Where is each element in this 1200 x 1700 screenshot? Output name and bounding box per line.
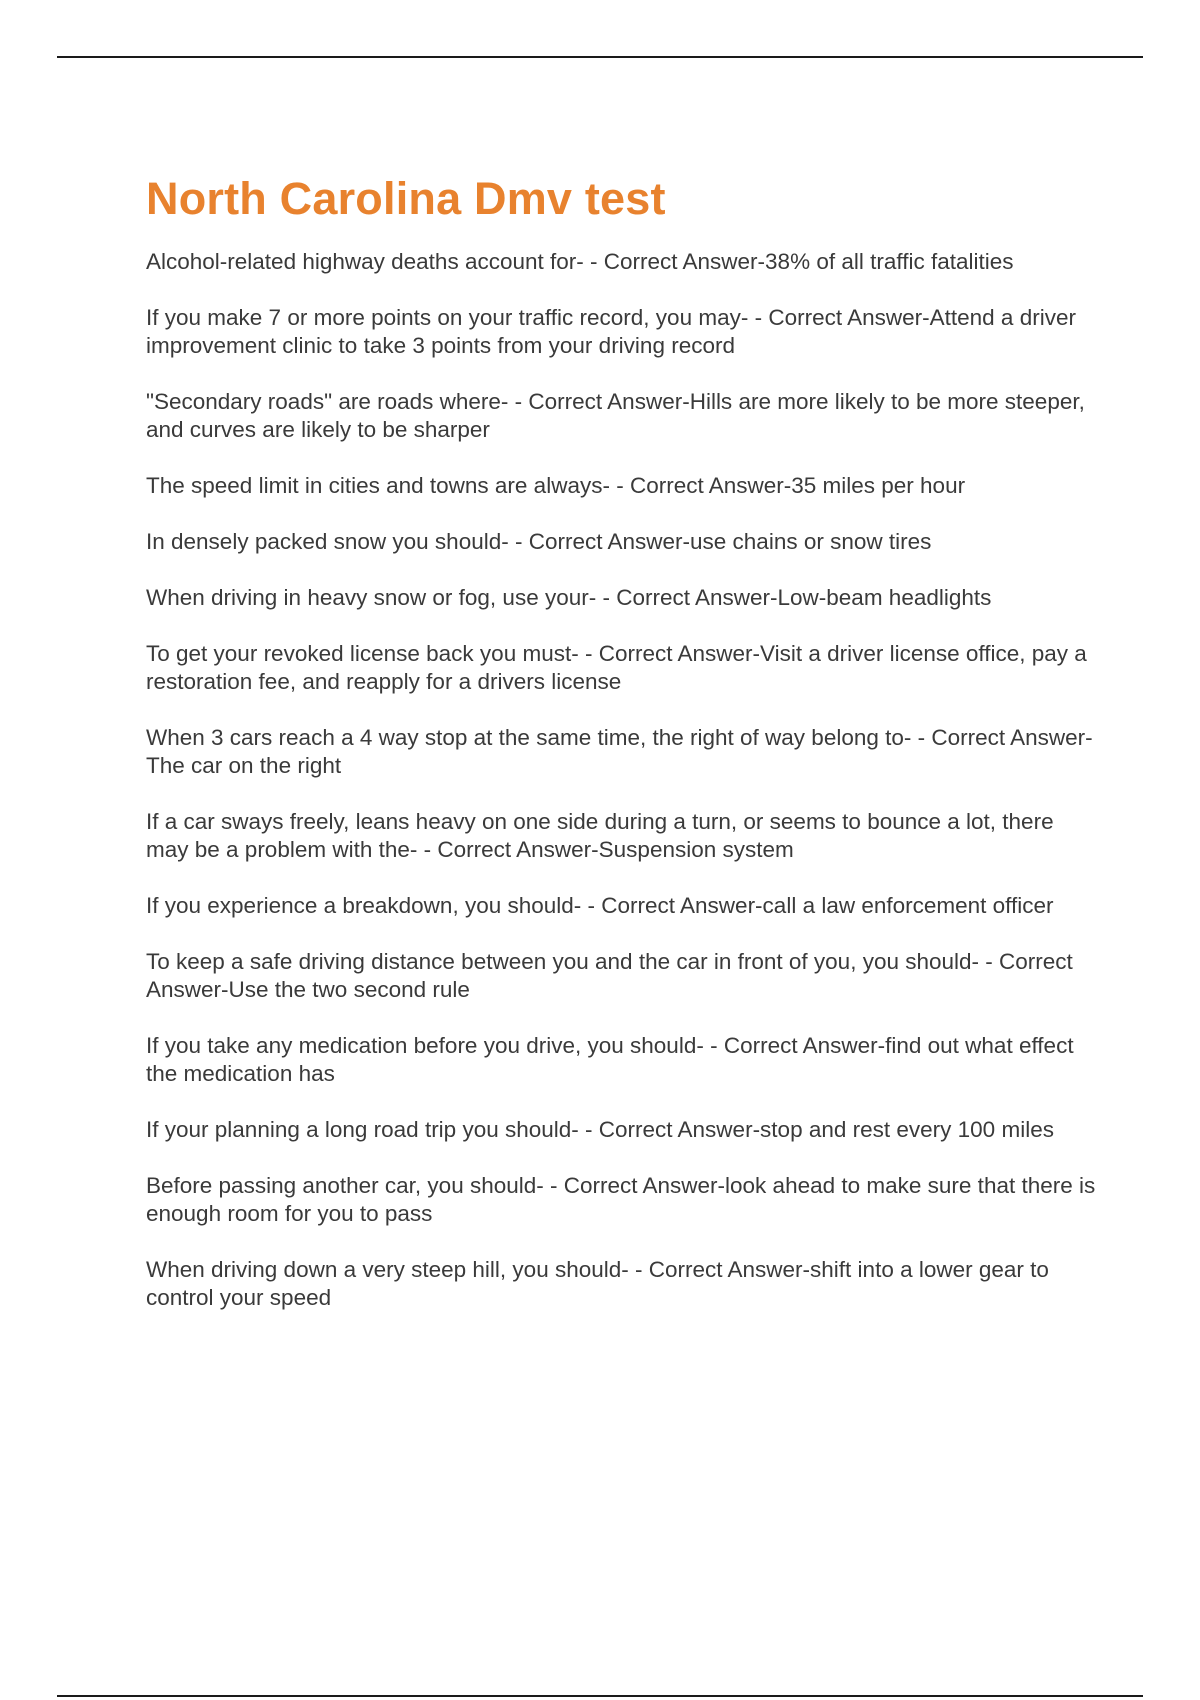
question-answer-item: Alcohol-related highway deaths account for- - Correct Answer-38% of all traffic fatalities (146, 249, 1014, 274)
question-answer-item: In densely packed snow you should- - Correct Answer-use chains or snow tires (146, 529, 932, 554)
document-title: North Carolina Dmv test (146, 173, 666, 224)
document-body (146, 170, 1096, 1340)
bottom-divider (57, 1695, 1143, 1697)
question-answer-item: To get your revoked license back you must- - Correct Answer-Visit a driver license office, pay a restoration fee, and reapply for a drivers license (146, 641, 1087, 694)
question-answer-item: When driving in heavy snow or fog, use your- - Correct Answer-Low-beam headlights (146, 585, 992, 610)
top-divider (57, 56, 1143, 58)
question-answer-item: "Secondary roads" are roads where- - Correct Answer-Hills are more likely to be more steeper, and curves are likely to be sharper (146, 389, 1085, 442)
question-answer-item: To keep a safe driving distance between you and the car in front of you, you should- - Correct Answer-Use the two second rule (146, 949, 1073, 1002)
question-answer-list (146, 248, 1096, 1312)
question-answer-item: The speed limit in cities and towns are always- - Correct Answer-35 miles per hour (146, 473, 966, 498)
question-answer-item: If your planning a long road trip you should- - Correct Answer-stop and rest every 100 miles (146, 1117, 1054, 1142)
question-answer-item: If you experience a breakdown, you should- - Correct Answer-call a law enforcement officer (146, 893, 1054, 918)
question-answer-item: Before passing another car, you should- - Correct Answer-look ahead to make sure that there is enough room for you to pass (146, 1173, 1096, 1226)
question-answer-item: When driving down a very steep hill, you should- - Correct Answer-shift into a lower gear to control your speed (146, 1257, 1049, 1310)
question-answer-item: If you make 7 or more points on your traffic record, you may- - Correct Answer-Attend a driver improvement clinic to take 3 points from your driving record (146, 305, 1076, 358)
question-answer-item: If you take any medication before you drive, you should- - Correct Answer-find out what effect the medication has (146, 1033, 1074, 1086)
question-answer-item: If a car sways freely, leans heavy on one side during a turn, or seems to bounce a lot, there may be a problem with the- - Correct Answer-Suspension system (146, 809, 1054, 862)
question-answer-item: When 3 cars reach a 4 way stop at the same time, the right of way belong to- - Correct Answer-The car on the right (146, 725, 1093, 778)
